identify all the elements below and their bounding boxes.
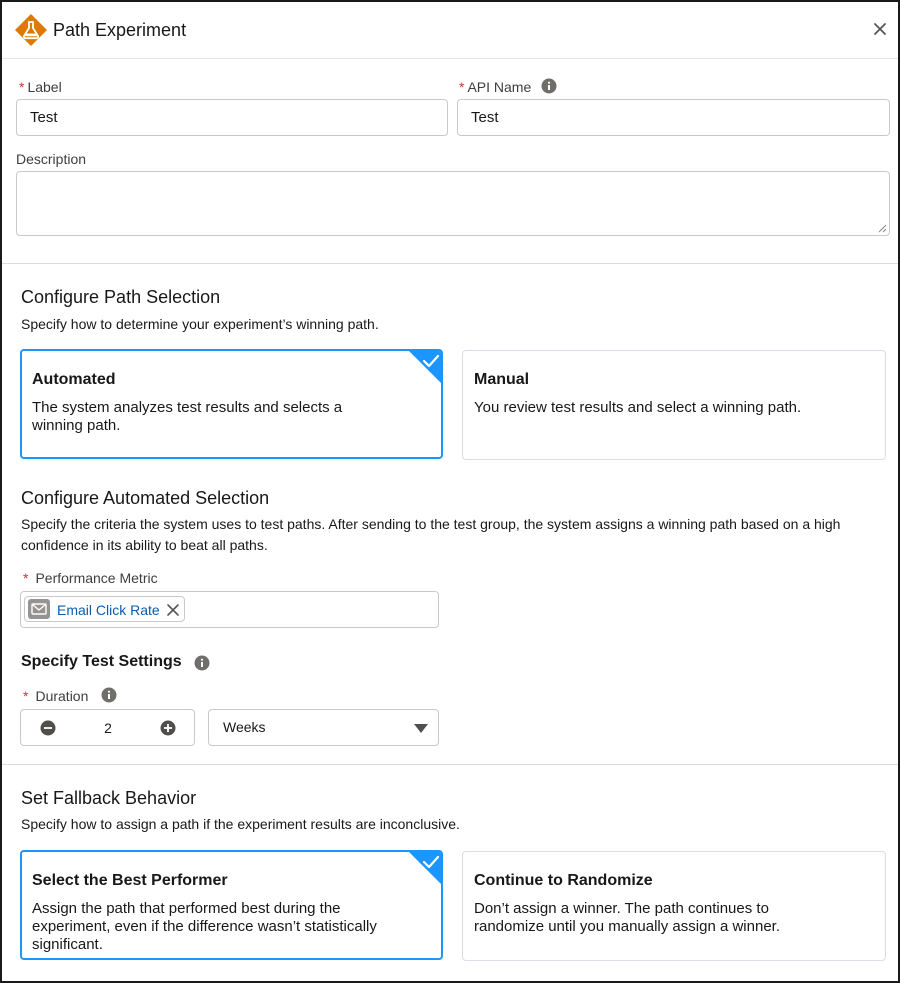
option-description: Assign the path that performed best during the experiment, even if the difference wasn’t statistically significant. [32,900,377,953]
path-selection-title: Configure Path Selection [21,287,221,307]
info-icon[interactable] [541,78,557,94]
duration-unit-value: Weeks [223,719,266,735]
automated-selection-title: Configure Automated Selection [21,488,270,508]
description-textarea[interactable] [16,171,890,236]
duration-value[interactable]: 2 [104,720,112,736]
fallback-title: Set Fallback Behavior [21,788,197,808]
option-card-manual[interactable] [462,350,886,460]
fallback-description: Specify how to assign a path if the experiment results are inconclusive. [21,816,460,832]
option-description: The system analyzes test results and selects a winning path. [32,399,343,434]
check-icon [408,350,442,384]
chevron-down-icon [414,724,428,733]
option-title: Select the Best Performer [32,872,228,889]
api-name-input[interactable] [457,99,890,136]
option-card-randomize[interactable] [462,851,886,961]
metric-pill-label: Email Click Rate [57,602,160,618]
remove-icon[interactable] [166,603,180,617]
automated-selection-description: Specify the criteria the system uses to test paths. After sending to the test group, the system assigns a winning path based on a high confidence in its ability to beat all paths. [21,516,841,553]
duration-unit-select[interactable] [208,709,439,746]
check-icon [408,851,442,885]
section-divider [2,263,898,264]
option-card-best-performer[interactable] [20,850,443,960]
option-title: Automated [32,371,116,388]
option-description: Don’t assign a winner. The path continues to randomize until you manually assign a winner. [474,900,780,935]
option-title: Manual [474,371,530,388]
path-selection-description: Specify how to determine your experiment’s winning path. [21,316,379,332]
resize-handle-icon[interactable] [877,223,887,233]
duration-label: * Duration [23,688,89,704]
modal-header [2,2,898,59]
section-divider [2,764,898,765]
plus-icon[interactable] [160,720,176,736]
label-field-label: * Label [19,79,62,95]
option-description: You review test results and select a winning path. [474,399,802,416]
api-name-field-label: * API Name [459,79,532,95]
performance-metric-label: * Performance Metric [23,570,158,586]
option-title: Continue to Randomize [474,872,653,889]
description-field-label: Description [16,151,87,167]
info-icon[interactable] [194,655,210,671]
test-settings-title: Specify Test Settings [21,653,182,670]
duration-stepper[interactable] [20,709,195,746]
label-input[interactable] [16,99,448,136]
info-icon[interactable] [101,687,117,703]
minus-icon[interactable] [40,720,56,736]
performance-metric-input[interactable] [20,591,439,628]
flask-icon [15,14,47,46]
modal-title: Path Experiment [53,20,187,40]
option-card-automated[interactable] [20,349,443,459]
close-icon[interactable] [870,19,890,39]
email-icon [28,599,50,619]
metric-pill[interactable] [24,596,185,622]
